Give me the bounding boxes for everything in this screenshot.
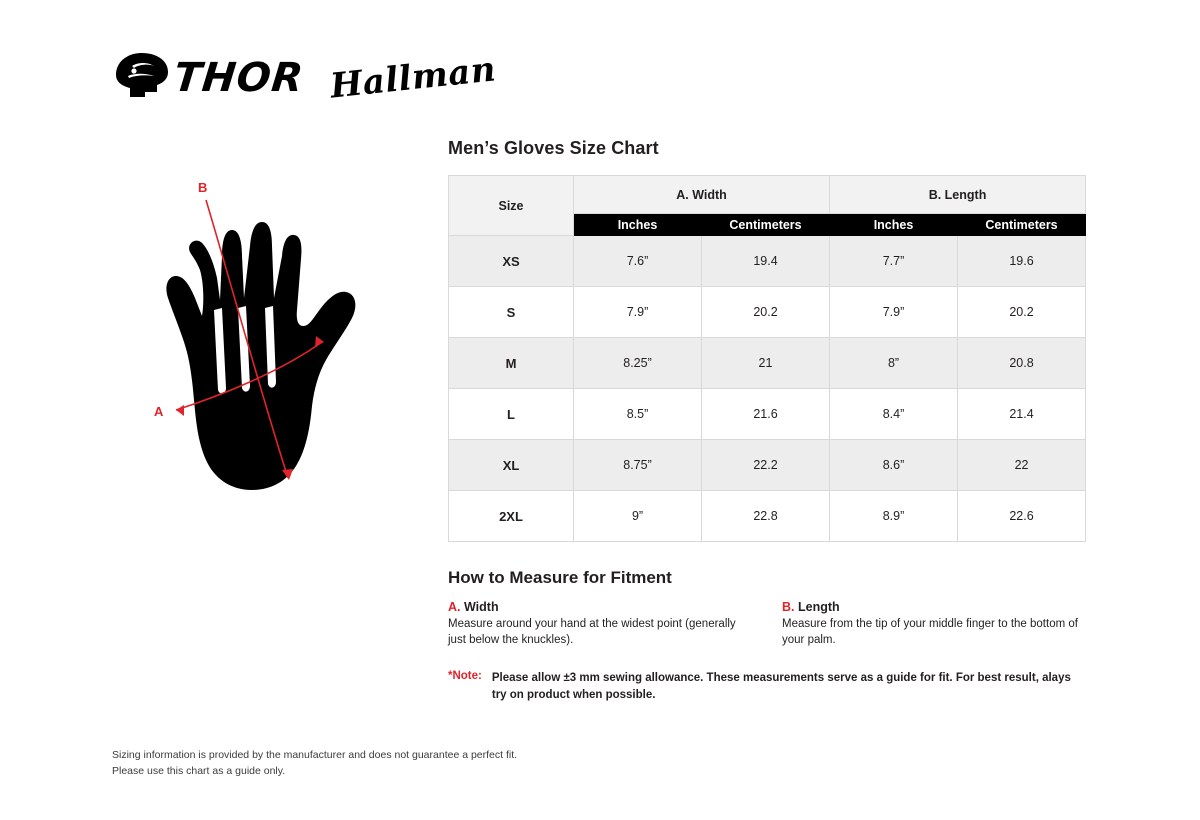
label-a: A xyxy=(154,404,164,419)
table-row xyxy=(449,338,1086,389)
page-title: Men’s Gloves Size Chart xyxy=(448,138,659,158)
cell-size: XS xyxy=(449,236,574,287)
cell-length-inches: 7.7” xyxy=(830,236,958,287)
cell-size: S xyxy=(449,287,574,338)
hand-measurement-diagram xyxy=(110,160,430,550)
cell-width-cm: 22.8 xyxy=(702,491,830,542)
footer-line-2: Please use this chart as a guide only. xyxy=(112,764,286,777)
cell-width-cm: 21.6 xyxy=(702,389,830,440)
header-size: Size xyxy=(449,176,574,236)
measure-description: Measure around your hand at the widest point (generally just below the knuckles). xyxy=(448,618,736,646)
cell-width-inches: 8.75” xyxy=(574,440,702,491)
cell-width-inches: 9” xyxy=(574,491,702,542)
header-length-inches: Inches xyxy=(830,214,958,236)
measure-description: Measure from the tip of your middle finger to the bottom of your palm. xyxy=(782,618,1078,646)
cell-width-cm: 21 xyxy=(702,338,830,389)
measure-letter: A. xyxy=(448,600,461,614)
measure-item-length xyxy=(782,600,1082,648)
note-text: Please allow ±3 mm sewing allowance. These measurements serve as a guide for fit. For best result, alays try on product when possible. xyxy=(491,672,1071,701)
cell-width-inches: 7.9” xyxy=(574,287,702,338)
cell-size: XL xyxy=(449,440,574,491)
header-group-length: B. Length xyxy=(830,176,1086,214)
note-row xyxy=(448,670,1088,703)
header-group-width: A. Width xyxy=(574,176,830,214)
hallman-wordmark: Hallman xyxy=(327,48,498,107)
cell-length-cm: 20.2 xyxy=(958,287,1086,338)
header-width-centimeters: Centimeters xyxy=(702,214,830,236)
cell-size: 2XL xyxy=(449,491,574,542)
table-row xyxy=(449,440,1086,491)
measure-name: Width xyxy=(463,600,499,614)
cell-length-inches: 8.4” xyxy=(830,389,958,440)
measure-heading xyxy=(782,600,1082,614)
size-chart-table xyxy=(448,175,1086,542)
footer-line-1: Sizing information is provided by the manufacturer and does not guarantee a perfect fit. xyxy=(112,749,518,761)
table-row xyxy=(449,491,1086,542)
cell-length-cm: 22.6 xyxy=(958,491,1086,542)
footer-disclaimer xyxy=(112,748,517,780)
cell-length-cm: 19.6 xyxy=(958,236,1086,287)
size-chart-section xyxy=(448,138,1088,703)
cell-length-cm: 21.4 xyxy=(958,389,1086,440)
table-header-row-groups xyxy=(449,176,1086,214)
measure-heading xyxy=(448,600,748,614)
cell-length-cm: 20.8 xyxy=(958,338,1086,389)
cell-length-inches: 8” xyxy=(830,338,958,389)
note-label: *Note: xyxy=(448,670,482,683)
cell-size: L xyxy=(449,389,574,440)
header-length-centimeters: Centimeters xyxy=(958,214,1086,236)
cell-width-inches: 8.25” xyxy=(574,338,702,389)
thor-logo xyxy=(112,52,304,103)
label-b: B xyxy=(198,180,208,195)
measure-name: Length xyxy=(797,600,840,614)
cell-length-inches: 8.9” xyxy=(830,491,958,542)
cell-length-inches: 8.6” xyxy=(830,440,958,491)
thor-helmet-icon xyxy=(112,52,170,103)
cell-width-cm: 20.2 xyxy=(702,287,830,338)
hand-silhouette xyxy=(166,222,355,490)
cell-width-cm: 22.2 xyxy=(702,440,830,491)
how-to-measure-title: How to Measure for Fitment xyxy=(448,568,672,587)
cell-width-inches: 8.5” xyxy=(574,389,702,440)
cell-length-cm: 22 xyxy=(958,440,1086,491)
table-row xyxy=(449,236,1086,287)
table-row xyxy=(449,287,1086,338)
measure-letter: B. xyxy=(782,600,795,614)
table-row xyxy=(449,389,1086,440)
measure-item-width xyxy=(448,600,748,648)
brand-header xyxy=(112,48,498,107)
cell-width-cm: 19.4 xyxy=(702,236,830,287)
thor-wordmark: THOR xyxy=(171,54,306,101)
cell-length-inches: 7.9” xyxy=(830,287,958,338)
cell-size: M xyxy=(449,338,574,389)
cell-width-inches: 7.6” xyxy=(574,236,702,287)
header-width-inches: Inches xyxy=(574,214,702,236)
how-to-measure-columns xyxy=(448,600,1088,648)
